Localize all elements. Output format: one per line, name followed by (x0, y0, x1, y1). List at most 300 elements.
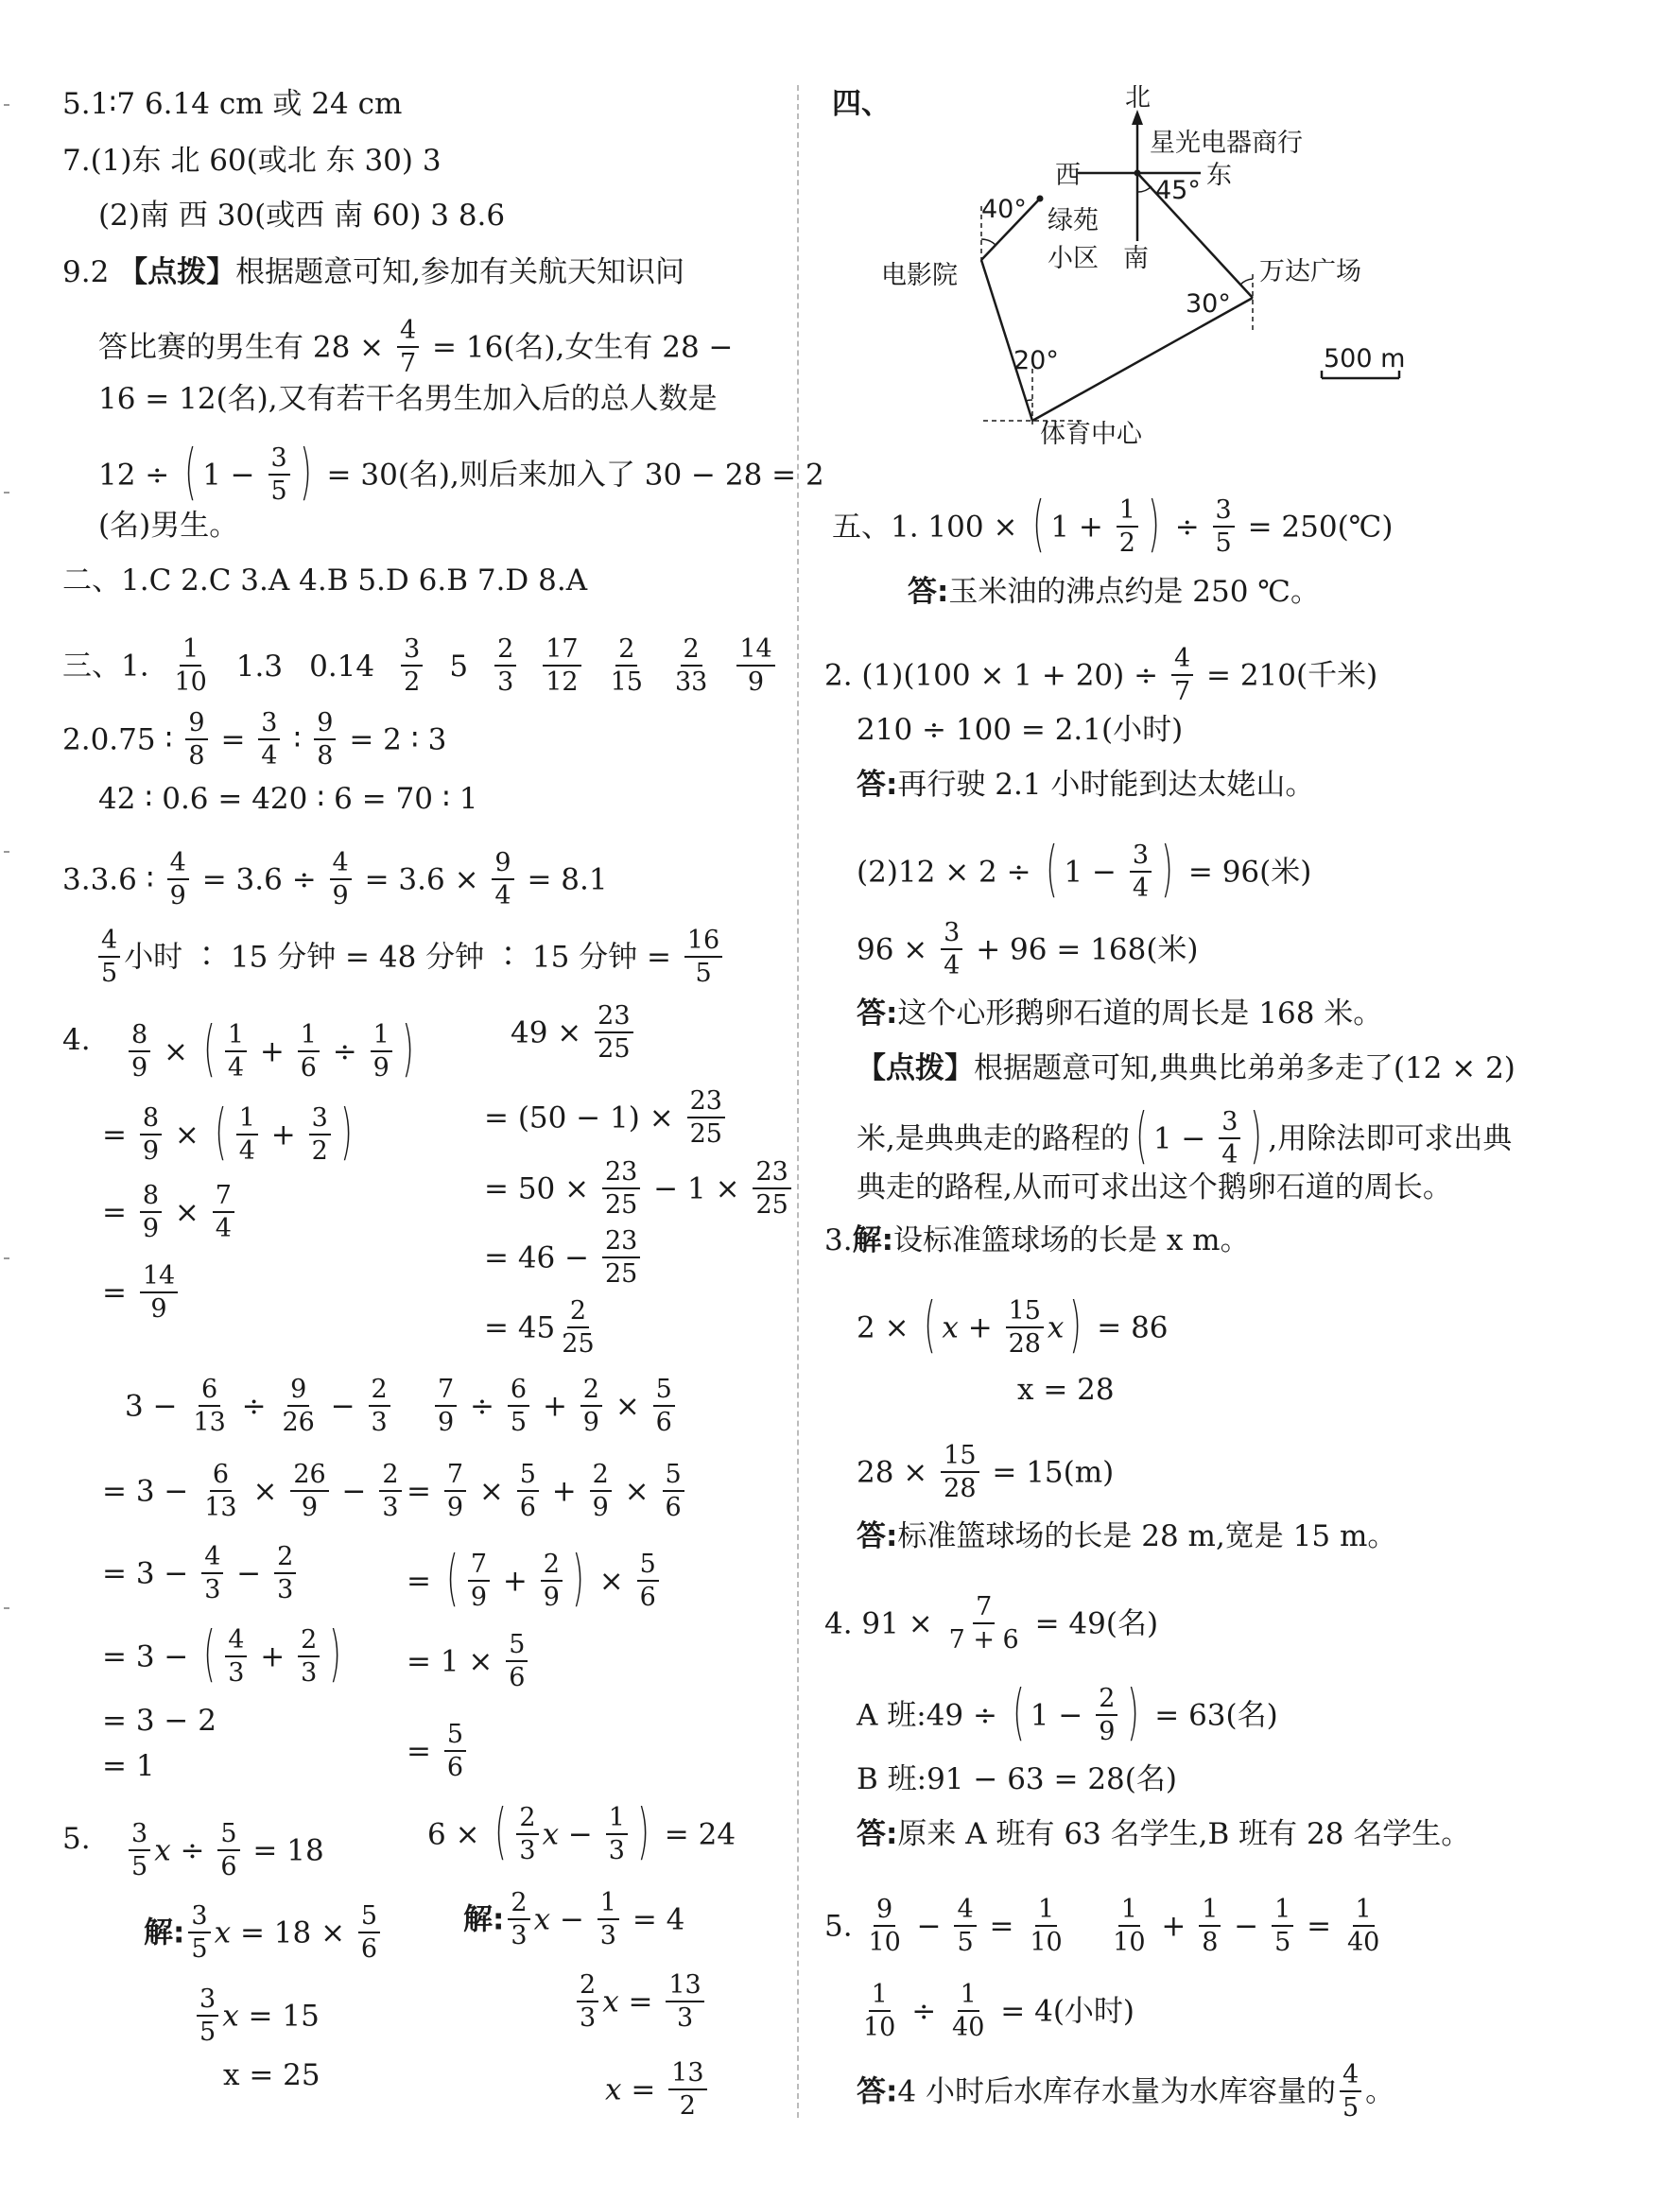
denominator: 10 (1030, 1928, 1063, 1957)
angle-arc (1240, 279, 1253, 285)
q9-line (98, 317, 734, 381)
q5b-step (573, 1971, 708, 2036)
fraction (129, 1019, 150, 1083)
solve-label: 解: (144, 1915, 185, 1950)
q9-line: 16 = 12(名),又有若干名男生加入后的总人数是 (98, 382, 718, 416)
text: × (615, 1389, 640, 1424)
hint-tag: 【点拨】 (118, 255, 236, 289)
q4a-step (102, 1098, 358, 1169)
text: 3 − (125, 1389, 178, 1424)
s5-q2: 210 ÷ 100 = 2.1(小时) (857, 713, 1184, 747)
variable: x = (605, 2072, 656, 2107)
q4d-step (431, 1376, 679, 1440)
text: × (164, 1034, 189, 1069)
numerator: 7 (468, 1549, 490, 1582)
text: 2. (1)(100 × 1 + 20) ÷ (824, 658, 1159, 693)
numerator: 17 (543, 633, 580, 667)
label-wanda: 万达广场 (1259, 257, 1361, 286)
fraction (508, 1374, 529, 1438)
text: × (174, 1195, 199, 1230)
denominator: 5 (957, 1928, 974, 1957)
text: (2)12 × 2 ÷ (857, 855, 1031, 890)
fraction (201, 1541, 223, 1605)
numerator: 3 (309, 1102, 331, 1135)
q4b-step (484, 1227, 644, 1291)
fraction (637, 1549, 659, 1613)
denominator: 3 (371, 1408, 388, 1437)
denominator: 9 (142, 1136, 160, 1166)
text: = (50 − 1) × (484, 1100, 674, 1135)
text: 原来 A 班有 63 名学生,B 班有 28 名学生。 (897, 1817, 1471, 1851)
s5-q2 (824, 645, 1377, 709)
fraction (949, 1979, 987, 2043)
numerator: 2 (615, 633, 637, 667)
s5-q3: x = 28 (1017, 1373, 1115, 1407)
numerator: 14 (736, 633, 774, 667)
fraction (1199, 1894, 1221, 1958)
label: 三、1. (62, 649, 149, 684)
numerator: 1 (1199, 1894, 1221, 1927)
denominator: 25 (562, 1329, 595, 1359)
text: × (174, 1118, 199, 1152)
text: × (624, 1474, 649, 1509)
q4d-step (407, 1721, 470, 1785)
text: = 16(名),女生有 28 − (432, 330, 734, 365)
fraction (1340, 2059, 1361, 2123)
denominator: 3 (519, 1836, 536, 1865)
denominator: 5 (270, 477, 287, 506)
fraction (595, 1000, 632, 1065)
text: + (551, 1474, 577, 1509)
text: 小时 ∶ 15 分钟 = 48 分钟 ∶ 15 分钟 = (124, 940, 672, 975)
fraction (129, 1818, 150, 1882)
fraction (1344, 1894, 1382, 1958)
fraction (860, 1979, 898, 2043)
fraction (668, 2057, 706, 2122)
s5-q2 (857, 835, 1312, 906)
paren: ( (1046, 835, 1059, 905)
numerator: 9 (874, 1894, 895, 1927)
denominator: 5 (101, 959, 118, 988)
numerator: 9 (314, 707, 336, 740)
denominator: 25 (755, 1190, 788, 1220)
q4d-step (407, 1544, 663, 1615)
text: x + (942, 1310, 993, 1345)
text: 设标准篮球场的长是 x m。 (892, 1223, 1250, 1257)
denominator: 2 (679, 2091, 696, 2121)
q4c-step (102, 1461, 406, 1525)
denominator: 8 (1202, 1928, 1219, 1957)
text: = 46 − (484, 1240, 590, 1275)
denominator: 10 (1113, 1928, 1146, 1957)
q5-label: 5. (62, 1822, 91, 1856)
denominator: 33 (674, 667, 708, 697)
denominator: 9 (169, 881, 186, 910)
paren: ( (924, 1291, 937, 1360)
paren: ) (340, 1098, 353, 1168)
column-divider (797, 85, 799, 2118)
text: 米,是典典走的路程的 (857, 1121, 1130, 1156)
fraction (444, 1719, 466, 1783)
text: = (220, 722, 246, 757)
fraction (946, 1591, 1022, 1655)
text: − 1 × (653, 1171, 740, 1206)
numerator: 23 (753, 1156, 790, 1189)
text: = (102, 1118, 127, 1152)
denominator: 9 (301, 1493, 319, 1522)
text: 再行驶 2.1 小时能到达太姥山。 (897, 768, 1315, 802)
text: + (260, 1639, 286, 1674)
numerator: 1 (869, 1979, 891, 2012)
sec3-value: 0.14 (309, 649, 375, 684)
numerator: 4 (167, 847, 189, 880)
numerator: 26 (290, 1459, 328, 1492)
fraction (140, 1260, 178, 1325)
paren: ) (637, 1797, 649, 1867)
q4b-step (484, 1087, 729, 1152)
fraction (225, 1019, 247, 1083)
sec3-fraction (543, 633, 580, 698)
q4c-step (125, 1376, 394, 1440)
text: 3.3.6 ∶ (62, 862, 154, 897)
answer (857, 1815, 1470, 1853)
fraction (517, 1459, 539, 1523)
q5b-step (463, 1889, 684, 1953)
q4a-step (102, 1182, 238, 1246)
denominator: 9 (470, 1583, 487, 1612)
text: ,用除法即可求出典 (1268, 1121, 1513, 1156)
fraction (369, 1374, 390, 1438)
text: 4. 91 × (824, 1606, 933, 1641)
denominator: 5 (695, 959, 712, 988)
text: = (102, 1195, 127, 1230)
denominator: 10 (863, 2013, 896, 2042)
sec3-value: 5 (449, 649, 469, 684)
denominator: 9 (446, 1493, 464, 1522)
numerator: 4 (225, 1624, 247, 1657)
sec3-fraction (171, 633, 209, 698)
numerator: 2 (580, 1374, 602, 1407)
text: ÷ (332, 1034, 357, 1069)
numerator: 5 (358, 1900, 380, 1933)
answer-label: 答: (857, 1817, 898, 1851)
denominator: 4 (261, 741, 278, 771)
fraction (258, 707, 280, 771)
fraction (684, 925, 722, 989)
numerator: 2 (681, 633, 702, 667)
binding-mark (4, 104, 9, 106)
denominator: 6 (639, 1583, 656, 1612)
fraction (577, 1969, 598, 2034)
text: = 3 − (102, 1474, 189, 1509)
q4c-step: = 3 − 2 (102, 1704, 216, 1738)
text: 。 (1365, 2074, 1395, 2109)
numerator: 23 (602, 1225, 640, 1258)
fraction (1213, 494, 1235, 559)
fraction (753, 1156, 790, 1221)
fraction (225, 1624, 247, 1689)
numerator: 23 (602, 1156, 640, 1189)
fraction (1027, 1894, 1065, 1958)
q9-number: 9.2 (62, 255, 110, 289)
denominator: 3 (511, 1921, 528, 1950)
text: 49 × (511, 1015, 582, 1050)
q5a-step: x = 25 (223, 2058, 320, 2092)
answer (908, 573, 1320, 611)
hint-tag: 【点拨】 (857, 1051, 974, 1085)
numerator: 13 (668, 2057, 706, 2090)
text: = 18 (252, 1833, 324, 1868)
s5-q4 (824, 1593, 1158, 1657)
q5a-step (144, 1902, 384, 1967)
fraction (606, 1802, 628, 1866)
numerator: 16 (684, 925, 722, 958)
text: = 18 × (239, 1915, 346, 1950)
denominator: 6 (360, 1934, 378, 1964)
text: + (259, 1034, 285, 1069)
label-west: 西 (1055, 161, 1081, 190)
denominator: 3 (676, 2003, 694, 2033)
denominator: 9 (582, 1408, 599, 1437)
fraction (190, 1374, 228, 1438)
text: − (559, 1902, 584, 1937)
text: − (341, 1474, 367, 1509)
solve-label: 解: (463, 1902, 505, 1937)
fraction (185, 707, 207, 771)
fraction (379, 1459, 401, 1523)
s5-q4: B 班:91 − 63 = 28(名) (857, 1762, 1177, 1796)
text: 答比赛的男生有 28 × (98, 330, 385, 365)
sec3-items (158, 634, 788, 697)
numerator: 1 (236, 1102, 258, 1135)
label-cinema: 电影院 (881, 261, 958, 290)
denominator: 9 (1099, 1717, 1116, 1746)
denominator: 12 (546, 667, 579, 697)
fraction (663, 1459, 684, 1523)
numerator: 1 (1272, 1894, 1293, 1927)
paren: ( (446, 1544, 459, 1614)
numerator: 1 (1117, 494, 1138, 528)
answer-line: 7.(1)东 北 60(或北 东 30) 3 (62, 144, 442, 178)
fraction (516, 1802, 538, 1866)
hint: 米,是典典走的路程的( 1 − $\frac{3}{4}$ ) ,用除法即可求出典 (857, 1101, 1513, 1171)
numerator: 6 (199, 1374, 220, 1407)
text: = 250(℃) (1247, 510, 1394, 545)
variable: x (214, 1915, 232, 1950)
fraction (435, 1374, 457, 1438)
answer-label: 答: (857, 2074, 898, 2109)
q2-line (62, 709, 446, 773)
angle-label: 20° (1013, 346, 1059, 375)
denominator: 4 (227, 1053, 245, 1083)
scale-label: 500 m (1324, 344, 1406, 373)
angle-label: 45° (1155, 176, 1201, 205)
angle-arc (981, 239, 996, 245)
text: = 8.1 (527, 862, 608, 897)
q4b-step (511, 1002, 637, 1066)
numerator: 7 (213, 1180, 234, 1213)
denominator: 3 (228, 1658, 245, 1688)
text: = 15(m) (992, 1455, 1115, 1490)
angle-arc (1026, 400, 1032, 401)
text: ÷ (241, 1389, 267, 1424)
fraction (444, 1459, 466, 1523)
denominator: 5 (510, 1408, 528, 1437)
text: = (407, 1474, 431, 1509)
denominator: 4 (238, 1136, 255, 1166)
numerator: 3 (268, 442, 290, 476)
text: = 96(米) (1187, 855, 1312, 890)
denominator: 6 (655, 1408, 672, 1437)
fraction (1171, 643, 1193, 707)
denominator: 3 (277, 1575, 294, 1604)
paren: ) (1250, 1101, 1263, 1171)
numerator: 4 (201, 1541, 223, 1574)
binding-mark (4, 1257, 9, 1259)
text: × (252, 1474, 278, 1509)
paren: ( (203, 1620, 216, 1690)
numerator: 2 (298, 1624, 320, 1657)
label-south: 南 (1123, 244, 1149, 273)
numerator: 7 (435, 1374, 457, 1407)
paren: ) (299, 438, 312, 508)
denominator: 4 (1132, 874, 1150, 903)
text: ÷ (180, 1833, 205, 1868)
fraction (330, 847, 352, 911)
denominator: 4 (215, 1214, 232, 1243)
numerator: 3 (258, 707, 280, 740)
numerator: 1 (225, 1019, 247, 1052)
answer (857, 1517, 1396, 1555)
q4d-step (407, 1461, 688, 1525)
numerator: 3 (129, 1818, 150, 1851)
text: = 2 ∶ 3 (349, 722, 447, 757)
answer-label: 答: (857, 997, 898, 1031)
q4b-step (484, 1158, 795, 1222)
numerator: 1 (1035, 1894, 1057, 1927)
q4-label: 4. (62, 1023, 91, 1057)
s5-q3 (857, 1442, 1114, 1506)
paren: ) (1069, 1291, 1082, 1360)
numerator: 1 (1353, 1894, 1375, 1927)
store-point (1134, 170, 1141, 177)
text: 12 ÷ (98, 458, 170, 493)
text: = 45 (484, 1310, 556, 1345)
sec3-fraction (672, 633, 710, 698)
hint (857, 1049, 1515, 1087)
denominator: 4 (944, 951, 961, 980)
answer-label: 答: (857, 768, 898, 802)
fraction (941, 917, 962, 981)
denominator: 13 (204, 1493, 237, 1522)
numerator: 6 (210, 1459, 232, 1492)
numerator: 13 (666, 1969, 703, 2002)
fraction (559, 1295, 597, 1360)
q4a-step (125, 1014, 420, 1085)
numerator: 15 (941, 1440, 979, 1473)
answer (857, 995, 1382, 1032)
park-point (1037, 196, 1044, 202)
binding-mark (4, 492, 9, 494)
denominator: 15 (610, 667, 643, 697)
denominator: 28 (944, 1474, 977, 1503)
denominator: 3 (382, 1493, 399, 1522)
q4b-step (484, 1297, 601, 1361)
text: 根据题意可知,参加有关航天知识问 (235, 255, 685, 289)
fraction (358, 1900, 380, 1965)
q4c-step (102, 1543, 300, 1607)
text: 五、1. 100 × (832, 510, 1018, 545)
text: 2.0.75 ∶ (62, 722, 173, 757)
numerator: 7 (444, 1459, 466, 1492)
s5-q1 (832, 490, 1394, 561)
text: × (478, 1474, 504, 1509)
denominator: 3 (580, 2003, 597, 2033)
numerator: 2 (541, 1549, 563, 1582)
text: 28 × (857, 1455, 928, 1490)
variable: x (154, 1833, 171, 1868)
denominator: 2 (1118, 529, 1135, 558)
denominator: 40 (1346, 1928, 1380, 1957)
fraction (506, 1629, 528, 1693)
denominator: 25 (604, 1259, 638, 1289)
denominator: 3 (301, 1658, 318, 1688)
numerator: 1 (598, 1887, 619, 1920)
numerator: 2 (369, 1374, 390, 1407)
fraction (140, 1102, 162, 1167)
label-gym: 体育中心 (1040, 420, 1142, 449)
numerator: 4 (98, 925, 120, 958)
text: 1 − (202, 458, 255, 493)
text: 标准篮球场的长是 28 m,宽是 15 m。 (897, 1519, 1397, 1553)
q5a-step (125, 1820, 324, 1884)
denominator: 8 (317, 741, 334, 771)
fraction (140, 1180, 162, 1244)
denominator: 9 (372, 1053, 390, 1083)
direction-map (870, 85, 1437, 482)
fraction (274, 1541, 296, 1605)
text: 玉米油的沸点约是 250 ℃。 (948, 575, 1320, 609)
numerator: 2 (516, 1802, 538, 1835)
denominator: 2 (404, 667, 421, 697)
s5-q5: 5. $\frac{9}{10}$ − $\frac{4}{5}$ = $\frac{1}{10}$ $\frac{1}{10}$ + $\frac{1}{8}$ − $\frac{1}{5}$ = $\frac{1}{40}$ (824, 1896, 1386, 1960)
fraction (954, 1894, 976, 1958)
denominator: 28 (1008, 1329, 1041, 1359)
fraction (865, 1894, 903, 1958)
text: + 96 = 168(米) (976, 932, 1199, 967)
denominator: 13 (193, 1408, 226, 1437)
numerator: 1 (371, 1019, 392, 1052)
numerator: 6 (508, 1374, 529, 1407)
denominator: 6 (665, 1493, 682, 1522)
hint: 典走的路程,从而可求出这个鹅卵石道的周长。 (857, 1170, 1452, 1204)
s5-q5: $\frac{1}{10}$ ÷ $\frac{1}{40}$ = 4(小时) (857, 1981, 1134, 2045)
sec3-fraction (736, 633, 774, 698)
numerator: 23 (687, 1085, 725, 1118)
fraction (1117, 494, 1138, 559)
sec3-fraction (401, 633, 423, 698)
denominator: 5 (131, 1852, 148, 1881)
text: − (567, 1817, 593, 1852)
fraction (268, 442, 290, 507)
numerator: 3 (941, 917, 962, 950)
q3-line (95, 927, 726, 991)
text: 3. (824, 1223, 853, 1257)
numerator: 1 (606, 1802, 628, 1835)
fraction (1130, 840, 1152, 904)
text: 1 − (1030, 1698, 1083, 1733)
q5a-step (193, 1985, 320, 2050)
